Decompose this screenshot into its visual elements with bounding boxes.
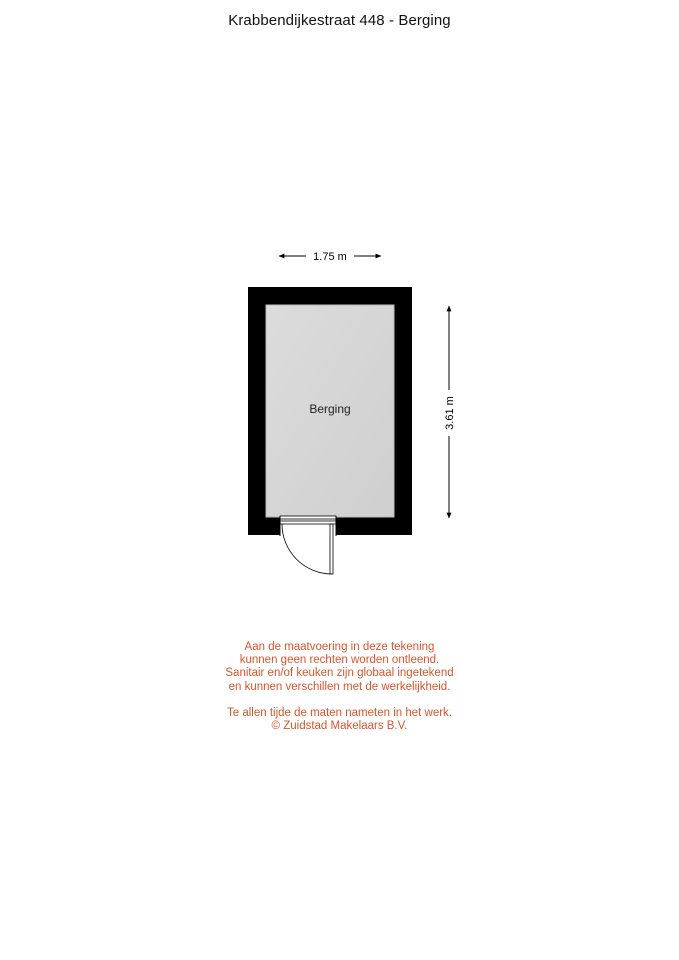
disclaimer-line: kunnen geen rechten worden ontleend. <box>239 654 440 667</box>
disclaimer-line: en kunnen verschillen met de werkelijkheid. <box>228 680 451 693</box>
disclaimer-line: Aan de maatvoering in deze tekening <box>244 641 435 653</box>
disclaimer-line: Sanitair en/of keuken zijn globaal ingetekend <box>225 667 454 680</box>
room-label: Berging <box>309 402 351 416</box>
depth-dimension <box>444 306 456 518</box>
width-dimension <box>279 251 381 263</box>
width-dimension-label: 1.75 m <box>313 251 347 263</box>
disclaimer <box>0 641 679 733</box>
copyright: © Zuidstad Makelaars B.V. <box>271 720 408 733</box>
page-title: Krabbendijkestraat 448 - Berging <box>228 12 451 29</box>
disclaimer-note: Te allen tijde de maten nameten in het werk. <box>226 706 453 719</box>
door <box>280 516 336 574</box>
depth-dimension-label: 3.61 m <box>444 396 456 430</box>
door-leaf <box>330 524 333 574</box>
